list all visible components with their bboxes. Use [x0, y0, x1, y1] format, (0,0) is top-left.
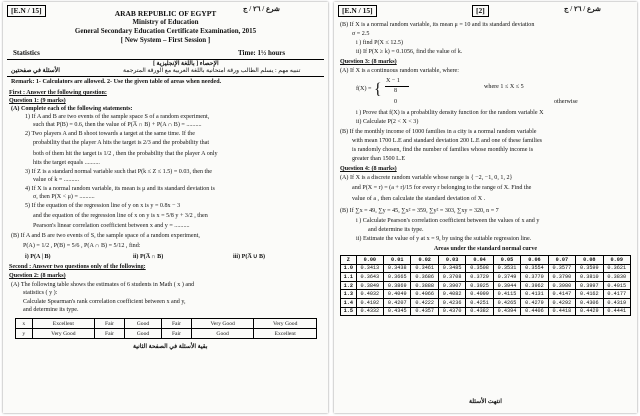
table-cell: 0.3508	[466, 264, 493, 273]
exam-code-box: [E.N / 15]	[338, 5, 377, 17]
table-cell: 0.4015	[603, 281, 630, 290]
table-cell: 0.4406	[521, 307, 548, 316]
table-cell: 0.4382	[466, 307, 493, 316]
q1a-5-line1: 5) If the equation of the regression line of y on x is y = 0.8x − 3	[25, 203, 181, 209]
q3-heading: Question 3: (8 marks)	[340, 59, 397, 65]
q3a-denominator: 8	[394, 88, 398, 94]
table-cell: 0.3413	[356, 264, 383, 273]
table-cell: 0.4251	[466, 298, 493, 307]
table-header-cell: 0.08	[576, 256, 603, 265]
table-cell: x	[16, 319, 33, 329]
table-cell: 0.4207	[384, 298, 411, 307]
q3a-line1: (A) If X is a continuous random variable, where:	[340, 68, 459, 74]
table-cell: 1.5	[341, 307, 357, 316]
table-cell: 0.4370	[438, 307, 465, 316]
table-row	[341, 273, 631, 282]
q3b-line3: is randomly chosen, find the number of families whose monthly income is	[352, 147, 534, 153]
table-cell: 0.4177	[603, 290, 630, 299]
table-cell: Fair	[162, 319, 192, 329]
table-cell: 1.0	[341, 264, 357, 273]
exam-code-box: [E.N / 15]	[7, 5, 46, 17]
table-cell: 0.4418	[548, 307, 575, 316]
table-cell: 0.3485	[438, 264, 465, 273]
table-cell: 0.4441	[603, 307, 630, 316]
q4-heading: Question 4: (8 marks)	[340, 166, 397, 172]
table-cell: 0.3944	[493, 281, 520, 290]
arabic-code: شرع / ٢٦ / ج	[564, 5, 601, 13]
q1a-3-line1: 3) If Z is a standard normal variable such that P(k ≤ Z ≤ 1.5) = 0.03, then the	[25, 169, 212, 175]
table-cell: Excellent	[254, 329, 317, 339]
q3b-line2: with mean 1700 L.E and standard deviation 200 L.E and one of these families	[352, 138, 543, 144]
grades-table	[15, 318, 317, 339]
table-cell: 0.3830	[603, 273, 630, 282]
table-cell: Good	[191, 329, 254, 339]
q1a-4-line2: σ, then P(X < μ) = ..........	[33, 194, 95, 200]
table-header-cell: 0.05	[493, 256, 520, 265]
q2a-line4: and determine its type.	[23, 307, 79, 313]
table-cell: 0.3438	[384, 264, 411, 273]
table-cell: 0.3461	[411, 264, 438, 273]
q2a-line1: (A) The following table shows the estimates of 6 students in Math ( x ) and	[11, 282, 195, 288]
table-cell: 0.4162	[576, 290, 603, 299]
table-cell: 0.4082	[438, 290, 465, 299]
table-cell: 0.4236	[438, 298, 465, 307]
table-cell: 0.4279	[521, 298, 548, 307]
q3a-zero: 0	[394, 99, 398, 105]
table-header-cell: 0.03	[438, 256, 465, 265]
table-cell: Fair	[95, 319, 125, 329]
table-row	[341, 307, 631, 316]
q1a-5-line2: and the equation of the regression line of x on y is x = 5/8 y + 3/2 , then	[33, 213, 208, 219]
table-cell: 0.4147	[548, 290, 575, 299]
brace-icon: {	[374, 81, 382, 98]
table-cell: 0.4319	[603, 298, 630, 307]
table-cell: 0.4099	[466, 290, 493, 299]
table-cell: 0.4032	[356, 290, 383, 299]
table-cell: Fair	[95, 329, 125, 339]
table-row	[341, 298, 631, 307]
table-cell: 0.3708	[438, 273, 465, 282]
table-row	[16, 329, 317, 339]
country-title: ARAB REPUBLIC OF EGYPT	[114, 9, 217, 18]
q1a-1-line2: such that P(B) = 0.6, then the value of P(A̅ ∩ B) + P(A ∩ B) = ..........	[33, 122, 202, 128]
table-cell: 0.3849	[356, 281, 383, 290]
table-cell: Good	[124, 329, 161, 339]
q1a-2-line1: 2) Two players A and B shoot towards a target at the same time. If the	[25, 131, 195, 137]
q3a-numerator: X − 1	[386, 78, 400, 84]
q1a-title: (A) Complete each of the following statements:	[11, 106, 133, 112]
arabic-subject: الإحصاء [ باللغة الإنجليزية ]	[153, 61, 219, 67]
table-cell: 0.3980	[548, 281, 575, 290]
q4b-i-line1: i ) Calculate Pearson's correlation coefficient between the values of x and y	[356, 218, 540, 224]
table-cell: 0.3749	[493, 273, 520, 282]
second-heading: Second : Answer two questions only of the following:	[9, 264, 146, 270]
q2a-line3: Calculate Spearman's rank correlation coefficient between x and y,	[23, 299, 186, 305]
table-title: Areas under the standard normal curve	[433, 246, 538, 252]
table-cell: Very Good	[191, 319, 254, 329]
table-header-cell: 0.06	[521, 256, 548, 265]
table-cell: 0.3888	[411, 281, 438, 290]
q3a-i: i ) Prove that f(X) is a probability density function for the random variable X	[356, 110, 544, 116]
q3b-line1: (B) If the monthly income of 1000 families in a city is a normal random variable	[340, 129, 537, 135]
table-cell: 1.1	[341, 273, 357, 282]
q1a-3-line2: value of k = ..........	[33, 177, 80, 183]
q1-heading: Question 1: (9 marks)	[9, 98, 66, 104]
q2a-line2: statistics ( y ):	[23, 290, 58, 296]
table-cell: 0.3577	[548, 264, 575, 273]
table-header-cell: Z	[341, 256, 357, 265]
table-cell: 0.4222	[411, 298, 438, 307]
first-heading: First : Answer the following question:	[9, 90, 107, 96]
q4b-ii: ii) Estimate the value of y at x = 9, by using the suitable regression line.	[356, 236, 532, 242]
q4a-line2: and P(X = r) = (a + r)/15 for every r belonging to the range of X. Find the	[352, 185, 532, 191]
table-cell: Fair	[162, 329, 192, 339]
table-cell: 0.4265	[493, 298, 520, 307]
table-cell: 0.4332	[356, 307, 383, 316]
table-cell: 0.3531	[493, 264, 520, 273]
arabic-note: تنبيه مهم : يسلم الطالب ورقة امتحانية باللغة العربية مع الورقة المترجمة	[123, 68, 301, 74]
table-cell: 1.3	[341, 290, 357, 299]
table-cell: 0.3599	[576, 264, 603, 273]
table-cell: 0.4394	[493, 307, 520, 316]
q2-heading: Question 2: (8 marks)	[9, 273, 66, 279]
q2b-ii: ii) If P(X ≥ k) = 0.1056, find the value of k.	[356, 49, 463, 55]
table-header-row	[341, 256, 631, 265]
q4b-line1: (B) If ∑x = 49, ∑y = 45, ∑x² = 359, ∑y² = 303, ∑xy = 320, n = 7	[340, 208, 499, 214]
table-cell: 0.3643	[356, 273, 383, 282]
table-cell: 1.2	[341, 281, 357, 290]
q4b-i-line2: and determine its type.	[368, 227, 424, 233]
q1b-iii: iii) P(A̅ ∪ B)	[233, 254, 266, 260]
table-cell: 0.3665	[384, 273, 411, 282]
table-row	[341, 281, 631, 290]
table-cell: Very Good	[32, 329, 95, 339]
q1a-1-line1: 1) If A and B are two events of the sample space S of a random experiment,	[25, 114, 210, 120]
q4a-line1: (A) If X is a discrete random variable whose range is { −2, −1, 0, 1, 2}	[340, 175, 513, 181]
table-header-cell: 0.02	[411, 256, 438, 265]
table-header-cell: 0.01	[384, 256, 411, 265]
q2b-line1: (B) If X is a normal random variable, its mean μ = 10 and its standard deviation	[340, 22, 535, 28]
q3a-condition2: otherwise	[554, 99, 578, 105]
table-cell: 0.4115	[493, 290, 520, 299]
q1b-line2: P(A) = 1/2 , P(B) = 5/6 , P(A ∩ B) = 5/12 , find:	[23, 243, 141, 249]
q1a-2-line4: hits the target equals ..........	[33, 160, 100, 166]
table-cell: 0.4306	[576, 298, 603, 307]
q1b-line1: (B) If A and B are two events of S, the sample space of a random experiment,	[11, 233, 200, 239]
normal-table	[340, 255, 631, 316]
table-cell: 0.3925	[466, 281, 493, 290]
table-cell: y	[16, 329, 33, 339]
system-title: [ New System – First Session ]	[120, 36, 211, 44]
exam-page-2	[334, 2, 637, 413]
table-cell: 0.4345	[384, 307, 411, 316]
table-cell: Very Good	[254, 319, 317, 329]
table-row	[341, 264, 631, 273]
table-header-cell: 0.09	[603, 256, 630, 265]
table-header-cell: 0.07	[548, 256, 575, 265]
table-cell: 0.4292	[548, 298, 575, 307]
arabic-pages: الأسئلة في صفحتين	[11, 68, 60, 74]
table-cell: 1.4	[341, 298, 357, 307]
table-cell: 0.4049	[384, 290, 411, 299]
table-cell: 0.4131	[521, 290, 548, 299]
exam-title: General Secondary Education Certificate Examination, 2015	[74, 27, 257, 35]
table-cell: 0.3907	[438, 281, 465, 290]
table-cell: Excellent	[32, 319, 95, 329]
time-label: Time: 1½ hours	[238, 49, 286, 57]
table-cell: 0.3962	[521, 281, 548, 290]
q2b-line2: σ = 2.5	[352, 31, 370, 37]
q3a-condition1: where 1 ≤ X ≤ 5	[484, 84, 524, 90]
ministry-title: Ministry of Education	[132, 18, 199, 26]
table-cell: 0.3790	[548, 273, 575, 282]
arabic-code: شرع / ٢٦ / ج	[243, 5, 280, 13]
q1b-ii: ii) P(A̅ ∩ B)	[133, 254, 164, 260]
table-cell: 0.4357	[411, 307, 438, 316]
q4a-line3: value of a , then calculate the standard deviation of X .	[352, 196, 486, 202]
q3b-line4: greater than 1500 L.E	[352, 156, 406, 162]
q1a-2-line3: both of them hit the target is 1/2 , then the probability that the player A only	[33, 151, 218, 157]
table-cell: 0.4429	[576, 307, 603, 316]
table-header-cell: 0.04	[466, 256, 493, 265]
table-cell: 0.3997	[576, 281, 603, 290]
exam-page-1	[3, 2, 328, 413]
table-cell: 0.3554	[521, 264, 548, 273]
page-footer: بقية الأسئلة في الصفحة الثانية	[133, 344, 208, 350]
q2b-i: i ) find P(X ≤ 12.5)	[356, 40, 404, 46]
q1a-4-line1: 4) If X is a normal random variable, its mean is μ and its standard deviation is	[25, 186, 215, 192]
q1b-i: i) P(A | B)	[25, 254, 51, 260]
table-cell: 0.4192	[356, 298, 383, 307]
table-cell: 0.3729	[466, 273, 493, 282]
remark: Remark: 1- Calculators are allowed. 2- Use the given table of areas when needed.	[11, 79, 222, 85]
q3a-ii: ii) Calculate P(2 < X < 3)	[356, 119, 419, 125]
q3a-fx: f(X) =	[356, 86, 372, 92]
table-cell: 0.3869	[384, 281, 411, 290]
table-cell: Good	[124, 319, 161, 329]
subject-label: Statistics	[13, 49, 40, 57]
page-footer: انتهت الأسئلة	[469, 399, 502, 405]
table-header-cell: 0.00	[356, 256, 383, 265]
table-cell: 0.3621	[603, 264, 630, 273]
table-cell: 0.3686	[411, 273, 438, 282]
table-row	[341, 290, 631, 299]
table-cell: 0.4066	[411, 290, 438, 299]
page-number-box: [2]	[472, 5, 489, 17]
table-cell: 0.3770	[521, 273, 548, 282]
q1a-5-line3: Pearson's linear correlation coefficient between x and y = ..........	[33, 223, 190, 229]
table-row	[16, 319, 317, 329]
table-cell: 0.3810	[576, 273, 603, 282]
q1a-2-line2: probability that the player A hits the target is 2/3 and the probability that	[33, 140, 210, 146]
